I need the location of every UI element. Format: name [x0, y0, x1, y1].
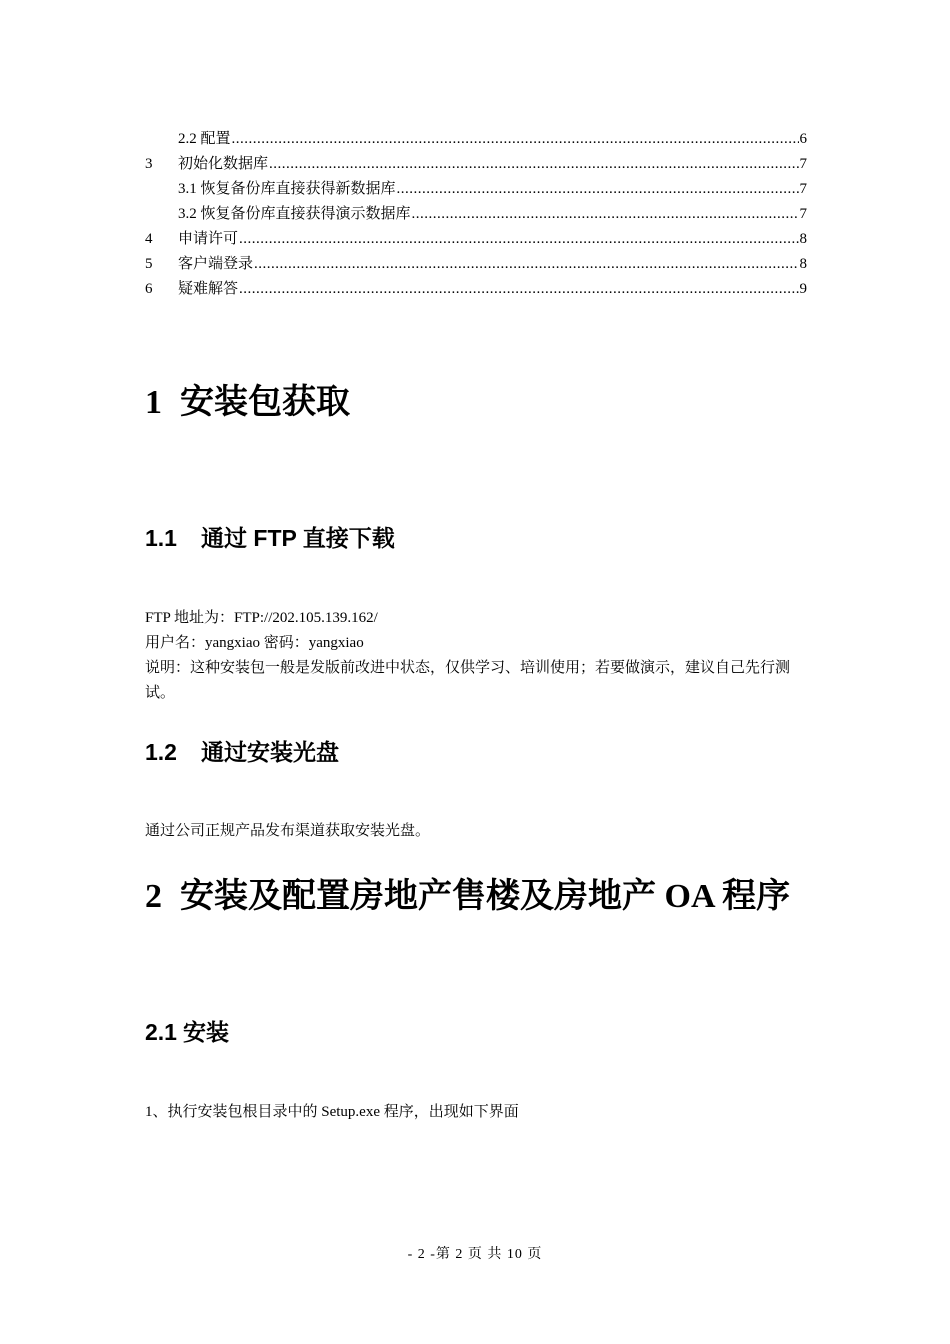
toc-entry-page: 7 — [799, 206, 807, 222]
subsection-2-1-heading — [145, 1017, 229, 1047]
toc-entry[interactable] — [145, 227, 807, 252]
subsection-title: 安装 — [182, 1019, 229, 1045]
toc-entry-title: 3.1 恢复备份库直接获得新数据库 — [178, 181, 396, 197]
toc-entry-page: 8 — [799, 231, 807, 247]
toc-entry[interactable] — [145, 127, 807, 152]
toc-entry-number: 4 — [145, 231, 153, 247]
ftp-address-line: FTP 地址为：FTP://202.105.139.162/ — [145, 610, 378, 626]
subsection-number: 1.2 — [145, 739, 177, 765]
body-paragraph: 通过公司正规产品发布渠道获取安装光盘。 — [145, 823, 431, 839]
toc-entry[interactable] — [145, 277, 807, 302]
toc-entry[interactable] — [145, 152, 807, 177]
toc-leader — [269, 152, 798, 177]
toc-entry-title: 疑难解答 — [178, 281, 239, 297]
toc-entry-title: 初始化数据库 — [178, 156, 269, 172]
toc-entry[interactable] — [145, 202, 807, 227]
toc-entry-number: 5 — [145, 256, 153, 272]
toc-entry-page: 7 — [799, 181, 807, 197]
toc-entry-number: 3 — [145, 156, 153, 172]
subsection-number: 2.1 — [145, 1019, 177, 1045]
section-1-heading — [145, 383, 350, 423]
page-footer: - 2 -第 2 页 共 10 页 — [407, 1247, 543, 1262]
section-title: 安装包获取 — [180, 384, 350, 421]
toc-entry-title: 客户端登录 — [178, 256, 254, 272]
toc-entry-page: 6 — [799, 131, 807, 147]
toc-leader — [232, 127, 799, 152]
subsection-1-2-body — [145, 819, 807, 844]
toc-leader — [239, 227, 798, 252]
toc-leader — [239, 277, 798, 302]
toc-entry-number: 6 — [145, 281, 153, 297]
toc-entry-title: 3.2 恢复备份库直接获得演示数据库 — [178, 206, 411, 222]
toc-entry-page: 7 — [799, 156, 807, 172]
subsection-title: 通过安装光盘 — [201, 739, 339, 765]
toc-entry[interactable] — [145, 252, 807, 277]
note-paragraph: 说明：这种安装包一般是发版前改进中状态，仅供学习、培训使用；若要做演示，建议自己先行测试。 — [145, 660, 791, 701]
toc-leader — [254, 252, 798, 277]
subsection-1-2-heading — [145, 737, 339, 767]
section-title: 安装及配置房地产售楼及房地产 OA 程序 — [180, 878, 791, 915]
subsection-1-1-heading — [145, 523, 395, 553]
toc-entry-page: 9 — [799, 281, 807, 297]
section-number: 1 — [145, 384, 162, 421]
section-number: 2 — [145, 878, 162, 915]
toc-entry-title: 申请许可 — [178, 231, 239, 247]
credentials-line: 用户名：yangxiao 密码：yangxiao — [145, 635, 364, 651]
section-2-heading — [145, 877, 790, 917]
table-of-contents — [145, 127, 807, 302]
subsection-2-1-body — [145, 1100, 807, 1125]
toc-entry-title: 2.2 配置 — [178, 131, 231, 147]
subsection-number: 1.1 — [145, 525, 177, 551]
body-paragraph: 1、执行安装包根目录中的 Setup.exe 程序，出现如下界面 — [145, 1104, 519, 1120]
toc-entry-page: 8 — [799, 256, 807, 272]
toc-leader — [412, 202, 799, 227]
subsection-title: 通过 FTP 直接下载 — [201, 525, 395, 551]
toc-entry[interactable] — [145, 177, 807, 202]
subsection-1-1-body — [145, 606, 807, 706]
toc-leader — [397, 177, 799, 202]
